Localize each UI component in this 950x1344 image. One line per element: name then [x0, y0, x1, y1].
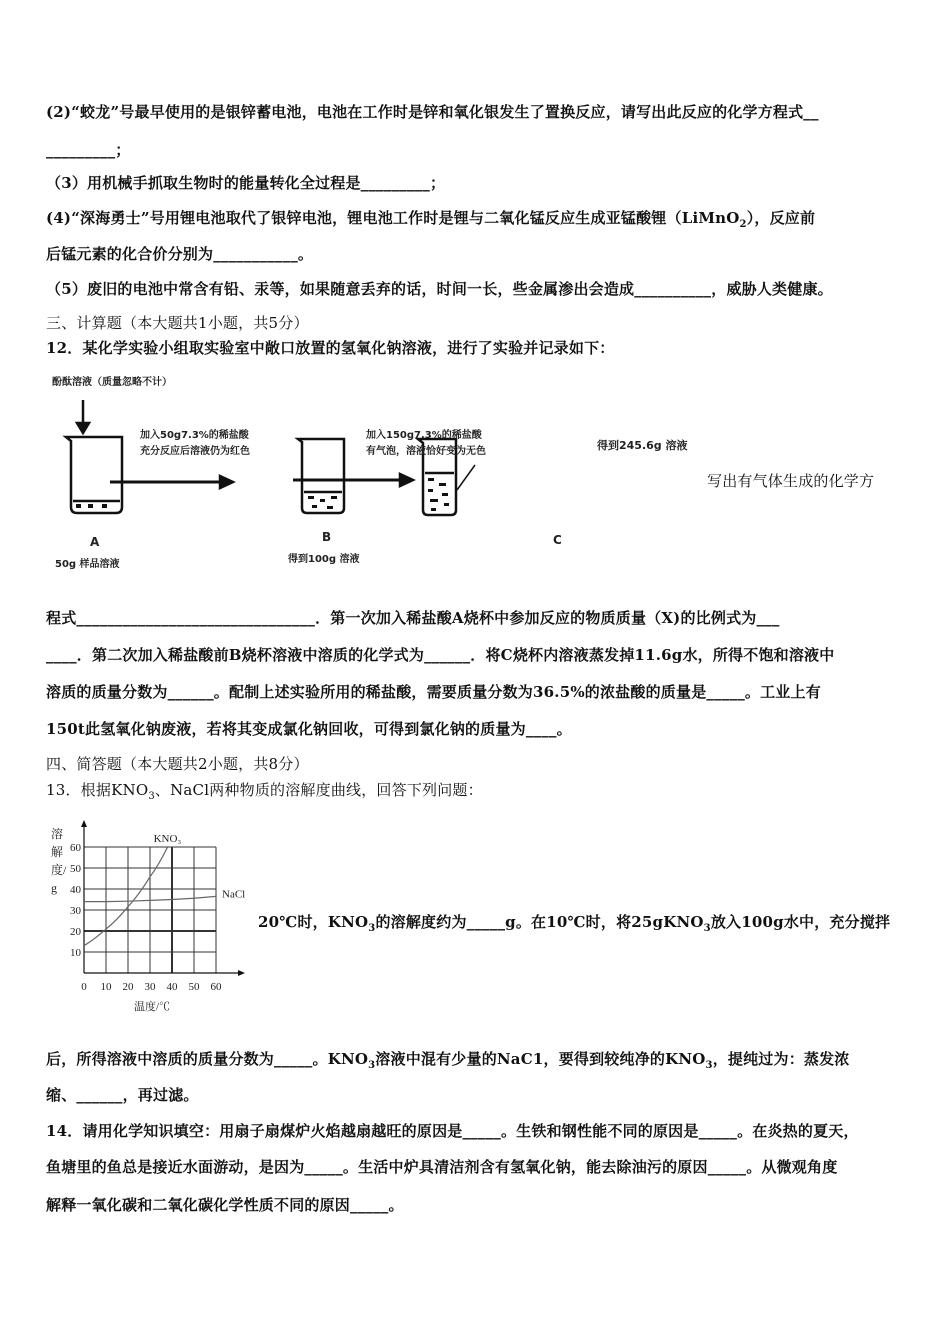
text: 20℃时，KNO: [258, 913, 369, 931]
chart-y-axis-label: 溶解度/g: [51, 827, 67, 895]
x-tick-label: 30: [144, 981, 156, 993]
y-axis-arrow-icon: [81, 820, 87, 827]
q11-part3: （3）用机械手抓取生物时的能量转化全过程是_________；: [46, 174, 446, 192]
subscript: 2: [739, 219, 747, 230]
q11-part4-line2: 后锰元素的化合价分别为___________。: [46, 245, 314, 263]
q13-side-text: [258, 912, 890, 932]
q12-line4: 150t此氢氧化钠废液，若将其变成氯化钠回收，可得到氯化钠的质量为____。: [46, 720, 572, 738]
beaker-b-label: B: [322, 530, 332, 544]
solubility-chart: [0, 0, 300, 1020]
beaker-a-label: A: [90, 535, 100, 549]
y-tick-label: 30: [70, 905, 81, 917]
step2-line1: 加入150g7.3%的稀盐酸: [366, 430, 482, 441]
q13-line1: [46, 1049, 850, 1069]
q12-stem: 12．某化学实验小组取实验室中敞口放置的氢氧化钠溶液，进行了实验并记录如下：: [46, 339, 615, 357]
y-tick-label: 50: [70, 863, 81, 875]
text: ，提纯过为：蒸发浓: [712, 1050, 850, 1068]
text: 、NaCl两种物质的溶解度曲线，回答下列问题：: [154, 781, 483, 799]
step1-line2: 充分反应后溶液仍为红色: [140, 446, 250, 457]
beaker-c-label: C: [553, 533, 562, 547]
y-tick-label: 60: [70, 842, 81, 854]
beaker-b-caption: 得到100g 溶液: [288, 554, 360, 565]
text: ），反应前: [746, 209, 816, 227]
y-tick-label: 20: [70, 926, 81, 938]
text: 的溶解度约为_____g。在10℃时，将25gKNO: [375, 913, 704, 931]
x-tick-label: 20: [122, 981, 134, 993]
text: (4)“深海勇士”号用锂电池取代了银锌电池，锂电池工作时是锂与二氧化锰反应生成亚锰酸锂（LiMnO: [46, 209, 740, 227]
subscript: 3: [368, 1060, 376, 1071]
beaker-a-caption: 50g 样品溶液: [55, 559, 120, 570]
q14-line2: 鱼塘里的鱼总是接近水面游动，是因为_____。生活中炉具清洁剂含有氢氧化钠，能去除油污的原因_____。从微观角度: [46, 1158, 838, 1176]
x-tick-label: 50: [188, 981, 200, 993]
x-axis-label: 温度/℃: [133, 1001, 171, 1013]
x-axis-arrow-icon: [238, 970, 245, 976]
q11-part2-line2: _________；: [46, 141, 131, 159]
series-label-KNO3: KNO₃: [153, 833, 182, 845]
q12-side-text: 写出有气体生成的化学方: [707, 472, 875, 490]
text: 放入100g水中，充分搅拌: [710, 913, 891, 931]
q14-line3: 解释一氧化碳和二氧化碳化学性质不同的原因_____。: [46, 1196, 404, 1214]
subscript: 3: [705, 1060, 713, 1071]
step2-line2: 有气泡，溶液恰好变为无色: [366, 446, 486, 457]
q14-line1: 14．请用化学知识填空：用扇子扇煤炉火焰越扇越旺的原因是_____。生铁和钢性能不同的原因是_____。在炎热的夏天，: [46, 1122, 859, 1140]
x-tick-label: 60: [210, 981, 222, 993]
subscript: 3: [703, 923, 711, 934]
indicator-label: 酚酞溶液（质量忽略不计）: [52, 377, 172, 388]
q11-part5: （5）废旧的电池中常含有铅、汞等，如果随意丢弃的话，时间一长，些金属渗出会造成__________，威胁人类健康。: [46, 280, 833, 298]
subscript: 3: [368, 923, 376, 934]
text: 后，所得溶液中溶质的质量分数为_____。KNO: [46, 1050, 369, 1068]
subscript: 3: [148, 791, 155, 802]
text: 溶液中混有少量的NaC1，要得到较纯净的KNO: [375, 1050, 706, 1068]
q12-line3: 溶质的质量分数为______。配制上述实验所用的稀盐酸，需要质量分数为36.5%的浓盐酸的质量是_____。工业上有: [46, 683, 821, 701]
q11-part2-line1: (2)“蛟龙”号最早使用的是银锌蓄电池，电池在工作时是锌和氧化银发生了置换反应，请写出此反应的化学方程式__: [46, 103, 819, 121]
x-tick-label: 40: [166, 981, 178, 993]
y-tick-label: 10: [70, 947, 81, 959]
beaker-c-note: 得到245.6g 溶液: [597, 439, 688, 452]
x-tick-label: 0: [81, 981, 87, 993]
q12-line1: 程式_______________________________．第一次加入稀盐酸A烧杯中参加反应的物质质量（X)的比例式为___: [46, 609, 780, 627]
step1-line1: 加入50g7.3%的稀盐酸: [140, 430, 249, 441]
section-3-heading: 三、计算题（本大题共1小题，共5分）: [46, 314, 309, 332]
text: 13．根据KNO: [46, 781, 149, 799]
q13-line2: 缩、______，再过滤。: [46, 1086, 199, 1104]
y-tick-label: 40: [70, 884, 81, 896]
q12-line2: ____．第二次加入稀盐酸前B烧杯溶液中溶质的化学式为______．将C烧杯内溶液蒸发掉11.6g水，所得不饱和溶液中: [46, 646, 835, 664]
x-tick-label: 10: [100, 981, 112, 993]
section-4-heading: 四、简答题（本大题共2小题，共8分）: [46, 755, 309, 773]
series-label-NaCl: NaCl: [222, 888, 246, 901]
